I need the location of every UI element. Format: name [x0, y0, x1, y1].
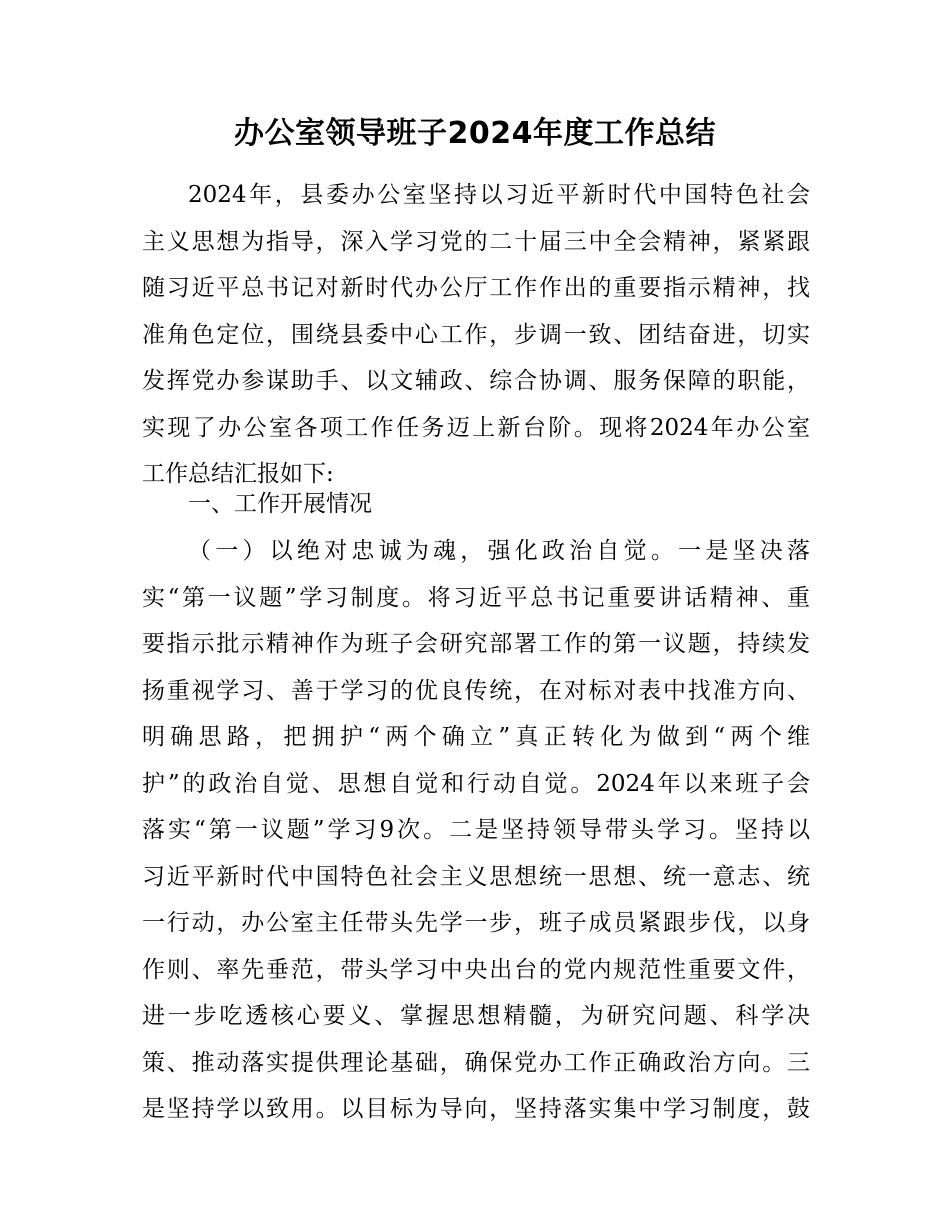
text-line: （一）以绝对忠诚为魂，强化政治自觉。一是坚决落: [188, 538, 810, 564]
text-line: 明确思路，把拥护“两个确立”真正转化为做到“两个维: [142, 724, 810, 750]
text-line: 进一步吃透核心要义、掌握思想精髓，为研究问题、科学决: [142, 1003, 810, 1029]
section-heading: [142, 481, 810, 528]
document-title: 办公室领导班子2024年度工作总结: [234, 116, 716, 151]
text-line: 护”的政治自觉、思想自觉和行动自觉。2024年以来班子会: [142, 770, 810, 797]
text-line: 实现了办公室各项工作任务迈上新台阶。现将2024年办公室: [142, 414, 810, 441]
text-line: 2024年，县委办公室坚持以习近平新时代中国特色社会: [188, 182, 810, 208]
text-line: 主义思想为指导，深入学习党的二十届三中全会精神，紧紧跟: [142, 228, 810, 255]
text-line: 随习近平总书记对新时代办公厅工作作出的重要指示精神，找: [142, 275, 810, 301]
intro-paragraph: [142, 172, 810, 498]
text-line: 习近平新时代中国特色社会主义思想统一思想、统一意志、统: [142, 863, 810, 890]
text-line: 一行动，办公室主任带头先学一步，班子成员紧跟步伐，以身: [142, 910, 810, 936]
section-paragraph: [142, 528, 810, 1133]
text-line: 落实“第一议题”学习9次。二是坚持领导带头学习。坚持以: [142, 817, 810, 843]
text-line: 要指示批示精神作为班子会研究部署工作的第一议题，持续发: [142, 631, 810, 657]
text-line: 发挥党办参谋助手、以文辅政、综合协调、服务保障的职能，: [142, 368, 810, 394]
section-heading-text: 一、工作开展情况: [188, 491, 372, 517]
text-line: 准角色定位，围绕县委中心工作，步调一致、团结奋进，切实: [142, 321, 810, 348]
text-line: 实“第一议题”学习制度。将习近平总书记重要讲话精神、重: [142, 584, 810, 611]
text-line: 扬重视学习、善于学习的优良传统，在对标对表中找准方向、: [142, 677, 810, 704]
text-line: 策、推动落实提供理论基础，确保党办工作正确政治方向。三: [142, 1049, 810, 1076]
text-line: 工作总结汇报如下:: [142, 461, 334, 487]
text-line: 是坚持学以致用。以目标为导向，坚持落实集中学习制度，鼓: [142, 1096, 810, 1122]
text-line: 作则、率先垂范，带头学习中央出台的党内规范性重要文件，: [142, 956, 810, 983]
